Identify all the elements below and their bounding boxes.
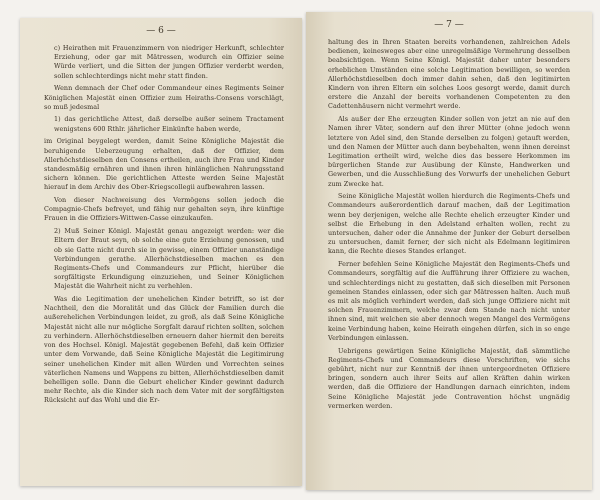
paragraph: Wenn demnach der Chef oder Commandeur eines Regiments Seiner Königlichen Majestät einen Offizier zum Heiraths-Consens vorschlägt, so muß jedesmal: [44, 84, 284, 111]
left-page: [20, 18, 302, 486]
paragraph: Was die Legitimation der unehelichen Kinder betrifft, so ist der Nachtheil, den die Moralität und das Glück der Familien durch die außerehelichen Verbindungen leidet, zu groß, als daß Seine Königliche Majestät nicht alle nur mögliche Sorgfalt darauf richten sollten, solchen zu verhindern. Allerhöchstdieselben erneuern daher hiermit den bereits von des Hochsel. Königl. Majestät gegebenen Befehl, daß kein Offizier unter dem Vorwande, daß Seine Königliche Majestät die Legitimirung seiner unehelichen Kinder mit allen Würden und Vorrechten seines väterlichen Namens und Wappens zu bitten, Allerhöchstdieselben damit behelligen solle. Dann die Geburt ehelicher Kinder gewinnt dadurch mehr Rechte, als die Kinder sich nach dem Vater mit der sorgfältigsten Rücksicht auf das Wohl und die Er-: [44, 295, 284, 405]
paragraph: Als außer der Ehe erzeugten Kinder sollen von jetzt an nie auf den Namen ihrer Väter, sondern auf den ihrer Mütter (ohne jedoch wenn letztere von Adel sind, den Stande derselben zu folgen) getauft werden, und den Namen der Mütter auch dann beybehalten, wenn ihnen dereinst Legitimation ertheilt wird, welche dies das bessere Herkommen im bürgerlichen Stande zur Ausübung der Künste, Handwerken und Gewerben, und die Ausschließung des Vorwurfs der unehelichen Geburt zum Zwecke hat.: [328, 115, 570, 188]
paragraph: Von dieser Nachweisung des Vermögens sollen jedoch die Compagnie-Chefs befreyet, und fähig nur gehalten seyn, ihre künftige Frauen in die Offiziers-Wittwen-Casse einzukaufen.: [44, 196, 284, 223]
paragraph: im Original beygelegt werden, damit Seine Königliche Majestät die beruhigende Ueberzeugung erhalten, daß der Offizier, dem Allerhöchstdieselben den Consens ertheilen, auch ihre Frau und Kinder standesmäßig ernähren und ihnen ihren hinlänglichen Nahrungsstand sichern können. Die gerichtlichen Atteste werden Seine Majestät hierauf in dem Archiv des Ober-Kriegscollegii aufbewahren lassen.: [44, 137, 284, 192]
paragraph: 1) das gerichtliche Attest, daß derselbe außer seinem Tractament wenigstens 600 Rthlr. jährlicher Einkünfte haben werde,: [54, 115, 284, 133]
right-page-text: [328, 38, 570, 414]
left-page-text: [44, 44, 284, 409]
page-number-right: — 7 —: [434, 20, 464, 30]
paragraph: Seine Königliche Majestät wollen hierdurch die Regiments-Chefs und Commandeurs außerordentlich darauf machen, daß der Legitimation wenn bey derjenigen, welche alle Rechte ehelich erzeugter Kinder und selbst die Erhebung in den Adelstand erhalten wollen, recht zu untersuchen, daher oder die Annahme der Junker der Geburt derselben zu untersuchen, damit ferner, der sich nicht als Edelmann legitimiren kann, die Rechte dieses Standes erlanget.: [328, 192, 570, 256]
paragraph: haltung des in Ihren Staaten bereits vorhandenen, zahlreichen Adels bedienen, keinesweges aber eine unregelmäßige Vermehrung desselben beabsichtigen. Wenn Seine Königl. Majestät daher unter besonders erheblichen Umständen eine solche Legitimation bewilligen, so werden Allerhöchstdieselben doch immer dahin sehen, daß den legitimirten Kindern von ihren Eltern ein solches Loos gesorgt werde, damit durch erstere die Anzahl der bereits vorhandenen Competenten zu den Cadettenhäusern nicht vermehrt werde.: [328, 38, 570, 111]
page-number-left: — 6 —: [146, 26, 176, 36]
paragraph: Uebrigens gewärtigen Seine Königliche Majestät, daß sämmtliche Regiments-Chefs und Commandeurs diese Vorschriften, wie sichs gebührt, nicht nur zur Kenntniß der ihnen untergeordneten Offiziere bringen, sondern auch ihrer Seits auf allen Kräften dahin wirken werden, daß die Offiziere der Handlungen darnach einrichten, indem Seine Königliche Majestät jede Contravention höchst ungnädig vermerken werden.: [328, 346, 570, 410]
open-book-spread: [10, 8, 590, 492]
paragraph: 2) Muß Seiner Königl. Majestät genau angezeigt werden: wer die Eltern der Braut seyn, ob solche eine gute Erziehung genossen, und ob sie Gatte nicht durch sie in gewisse, einem Offizier unanständige Verbindungen gerathe. Allerhöchstdieselben machen es den Regiments-Chefs und Commandeurs zur Pflicht, hierüber die sorgfältigste Erkundigung einzuziehen, und Seiner Königlichen Majestät die Wahrheit nicht zu verhehlen.: [54, 227, 284, 291]
right-page: [306, 12, 592, 490]
paragraph: Ferner befehlen Seine Königliche Majestät den Regiments-Chefs und Commandeurs, sorgfältig auf die Aufführung ihrer Offiziere zu wachen, und schlechterdings nicht zu gestatten, daß sich dieselben mit Personen gemeinen Standes einlassen, oder sich gar Mätressen halten. Auch muß es mit als möglich verhindert werden, daß sich junge Offiziere nicht mit solchen Frauenzimmern, welche zwar dem Stande nach nicht unter ihnen sind, mit welchen sie aber dennoch wegen Mangel des Vermögens keine Verbindung haben, keine Heirath eingehen dürfen, sich in so enge Verbindungen einlassen.: [328, 260, 570, 342]
paragraph: c) Heirathen mit Frauenzimmern von niedriger Herkunft, schlechter Erziehung, oder gar mit Mätressen, wodurch ein Offizier seine Würde verliert, und die Sitten der jungen Offizier verderbt werden, sollen schlechterdings nicht mehr statt finden.: [54, 44, 284, 80]
